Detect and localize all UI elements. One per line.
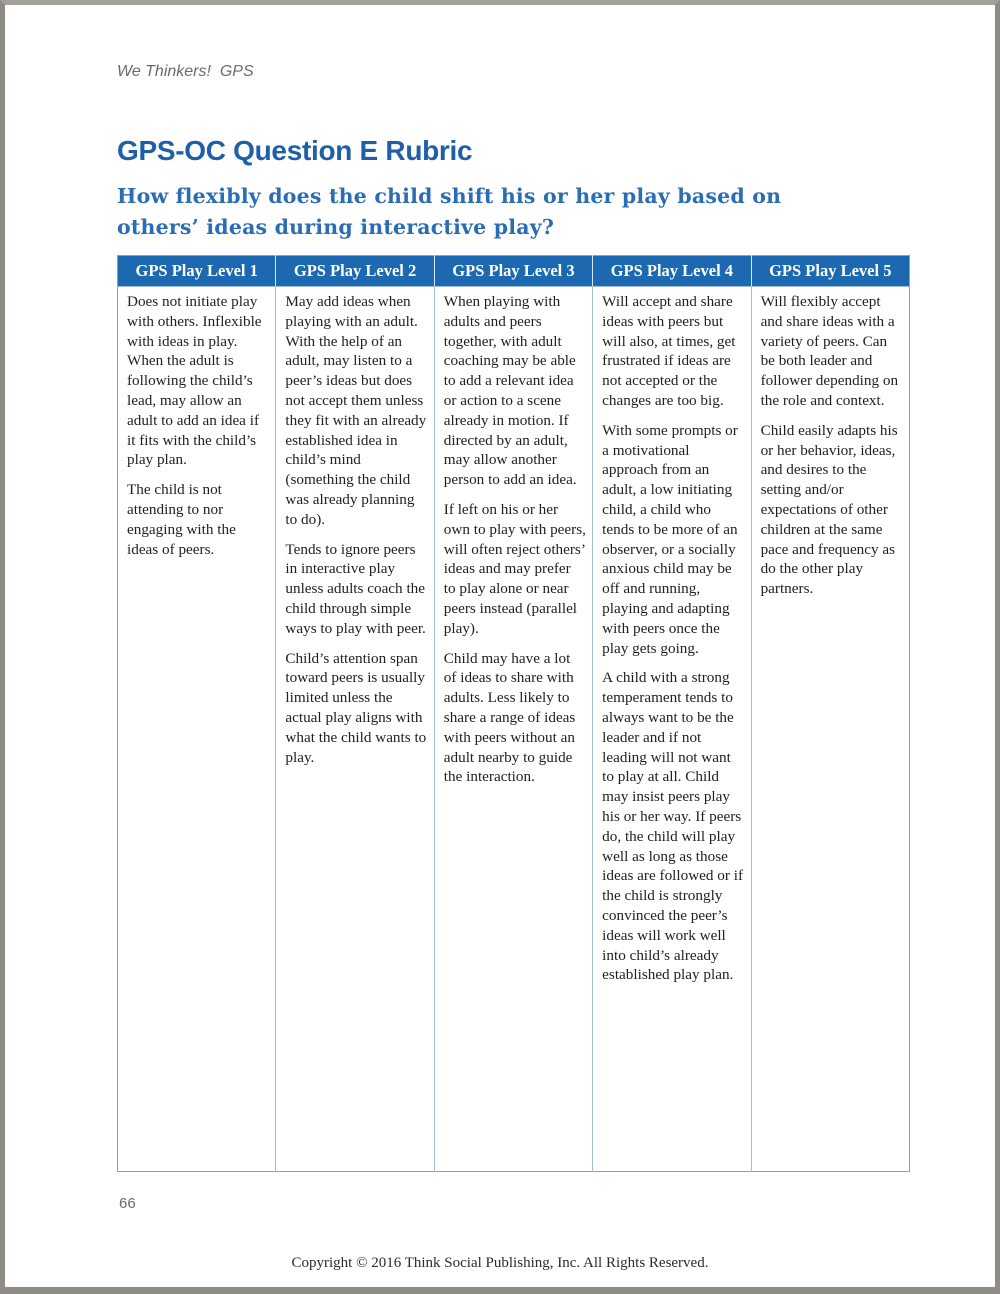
rubric-header-row (118, 256, 910, 287)
column-header-level-2: GPS Play Level 2 (276, 256, 434, 287)
rubric-paragraph: May add ideas when playing with an adult. With the help of an adult, may listen to a peer’s ideas but does not accept them unless they fit with an already established idea in child’s mind (something the child was already planning to do). (285, 293, 427, 528)
rubric-question-line-2: others’ ideas during interactive play? (117, 215, 555, 239)
page-title: GPS-OC Question E Rubric (117, 135, 473, 166)
rubric-cell-level-3 (434, 287, 592, 1172)
rubric-paragraph: Will accept and share ideas with peers but will also, at times, get frustrated if ideas are not accepted or the changes are too big. (602, 293, 736, 409)
rubric-question (117, 181, 781, 243)
rubric-paragraph: A child with a strong temperament tends to always want to be the leader and if not leading will not want to play at all. Child may insist peers play his or her way. If peers do, the child will play well as long as those ideas are followed or if the child is strongly convinced the peer’s ideas will work well into child’s already established play plan. (602, 669, 744, 984)
rubric-body-row (118, 287, 910, 1172)
rubric-paragraph: When playing with adults and peers together, with adult coaching may be able to add a relevant idea or action to a scene already in motion. If directed by an adult, may allow another person to add an idea. (443, 293, 577, 489)
rubric-paragraph: With some prompts or a motivational approach from an adult, a low initiating child, a child who tends to be more of an observer, or a socially anxious child may be off and running, playing and adapting with peers once the play gets going. (602, 421, 738, 657)
rubric-paragraph: Tends to ignore peers in interactive play unless adults coach the child through simple ways to play with peer. (285, 540, 426, 637)
rubric-cell-level-4 (593, 287, 751, 1172)
rubric-paragraph: The child is not attending to nor engaging with the ideas of peers. (127, 481, 236, 558)
column-header-level-5: GPS Play Level 5 (751, 256, 909, 287)
column-header-level-1: GPS Play Level 1 (118, 256, 276, 287)
rubric-table (117, 255, 910, 1172)
rubric-paragraph: Will flexibly accept and share ideas with a variety of peers. Can be both leader and follower depending on the role and context. (760, 293, 899, 409)
rubric-paragraph: If left on his or her own to play with peers, will often reject others’ ideas and may prefer to play alone or near peers instead (parallel play). (443, 500, 586, 637)
rubric-cell-level-5 (751, 287, 909, 1172)
rubric-paragraph: Child may have a lot of ideas to share with adults. Less likely to share a range of ideas with peers without an adult nearby to guide the interaction. (443, 649, 576, 786)
rubric-cell-level-1 (118, 287, 276, 1172)
copyright-footer: Copyright © 2016 Think Social Publishing, Inc. All Rights Reserved. (291, 1255, 709, 1271)
column-header-level-3: GPS Play Level 3 (434, 256, 592, 287)
running-header: We Thinkers! GPS (117, 63, 254, 80)
column-header-level-4: GPS Play Level 4 (593, 256, 751, 287)
rubric-paragraph: Does not initiate play with others. Inflexible with ideas in play. When the adult is following the child’s lead, may allow an adult to add an idea if it fits with the child’s play plan. (127, 293, 262, 469)
rubric-cell-level-2 (276, 287, 434, 1172)
rubric-paragraph: Child’s attention span toward peers is usually limited unless the actual play aligns with what the child wants to play. (285, 649, 427, 766)
page-number: 66 (119, 1195, 136, 1212)
rubric-paragraph: Child easily adapts his or her behavior, ideas, and desires to the setting and/or expectations of other children at the same pace and frequency as do the other play partners. (760, 421, 898, 598)
rubric-question-line-1: How flexibly does the child shift his or her play based on (117, 184, 782, 208)
